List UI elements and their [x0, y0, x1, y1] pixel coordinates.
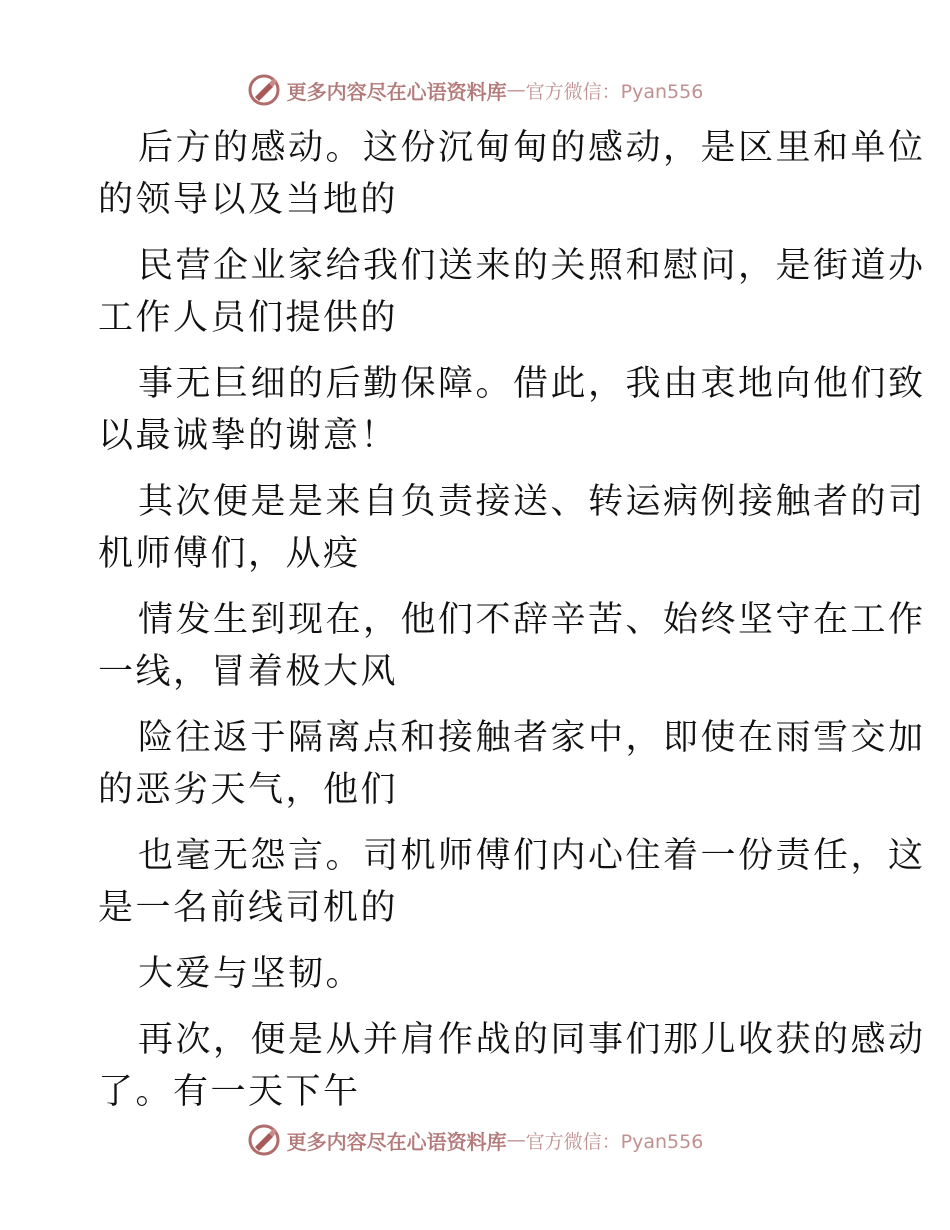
paragraph-line: 后方的感动。这份沉甸甸的感动，是区里和单位: [138, 128, 926, 168]
paragraph: [98, 240, 926, 344]
paragraph-line: 的领导以及当地的: [98, 180, 399, 220]
watermark-dash: —: [506, 79, 526, 101]
document-body: [98, 122, 926, 1132]
watermark-header: [0, 70, 950, 110]
paragraph-line: 的恶劣天气，他们: [98, 770, 399, 810]
paragraph: [98, 476, 926, 580]
paragraph: [98, 594, 926, 698]
paragraph-line: 一线，冒着极大风: [98, 652, 399, 692]
paragraph: [98, 1014, 926, 1118]
paragraph-line: 机师傅们，从疫: [98, 534, 361, 574]
watermark-sub-text: 官方微信：Pyan556: [525, 80, 704, 103]
paragraph-line: 工作人员们提供的: [98, 298, 399, 338]
paragraph: [98, 358, 926, 462]
paragraph: [98, 830, 926, 934]
watermark-main-text: 更多内容尽在心语资料库: [286, 79, 507, 104]
paragraph-line: 险往返于隔离点和接触者家中，即使在雨雪交加: [138, 718, 926, 758]
paragraph-line: 情发生到现在，他们不辞辛苦、始终坚守在工作: [138, 600, 926, 640]
paragraph-line: 也毫无怨言。司机师傅们内心住着一份责任，这: [138, 836, 926, 876]
pen-logo-icon: [247, 1123, 281, 1157]
paragraph-line: 是一名前线司机的: [98, 888, 399, 928]
paragraph: [98, 122, 926, 226]
paragraph-line: 大爱与坚韧。: [138, 954, 364, 994]
pen-logo-icon: [247, 73, 281, 107]
watermark-sub-text: 官方微信：Pyan556: [525, 1130, 704, 1153]
paragraph-line: 以最诚挚的谢意！: [98, 416, 399, 456]
paragraph-line: 民营企业家给我们送来的关照和慰问，是街道办: [138, 246, 926, 286]
paragraph-line: 事无巨细的后勤保障。借此，我由衷地向他们致: [138, 364, 926, 404]
watermark-dash: —: [506, 1129, 526, 1151]
watermark-footer: [0, 1120, 950, 1160]
paragraph-line: 其次便是是来自负责接送、转运病例接触者的司: [138, 482, 926, 522]
paragraph-line: 了。有一天下午: [98, 1072, 361, 1112]
paragraph: [98, 712, 926, 816]
watermark-main-text: 更多内容尽在心语资料库: [286, 1129, 507, 1154]
paragraph: [98, 948, 858, 1000]
paragraph-line: 再次，便是从并肩作战的同事们那儿收获的感动: [138, 1020, 926, 1060]
